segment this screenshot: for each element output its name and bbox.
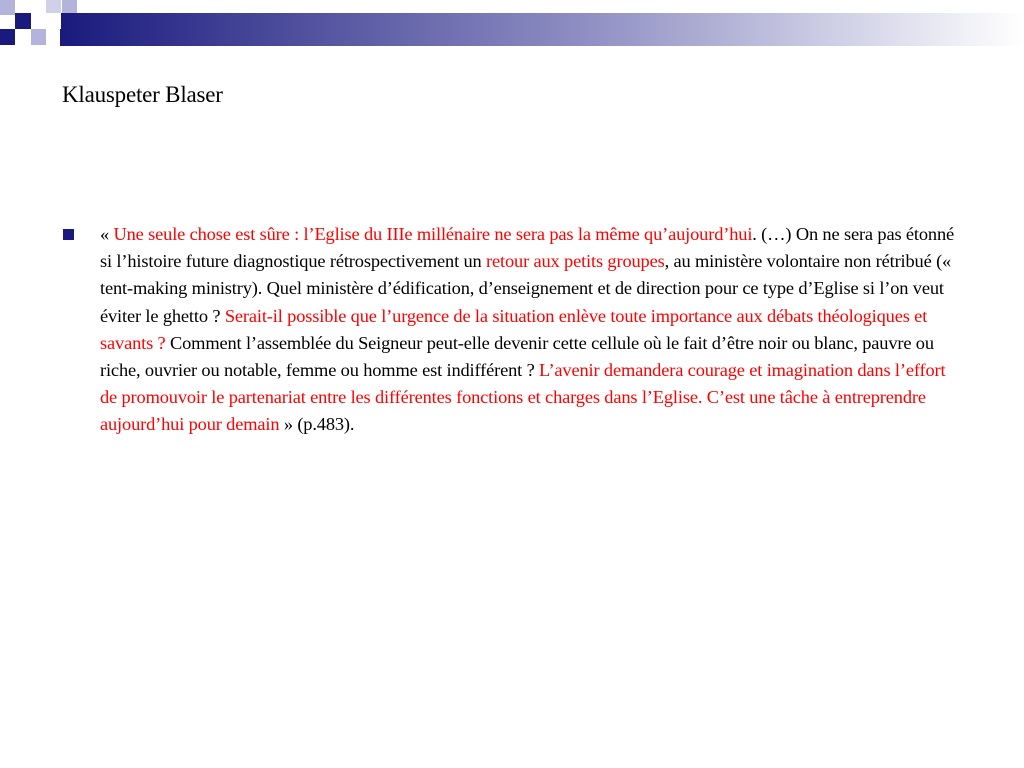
deco-square (15, 13, 31, 29)
square-bullet-icon (63, 229, 74, 240)
quote-text (100, 221, 962, 439)
quote-highlight-1: Une seule chose est sûre : l’Eglise du IIIe millénaire ne sera pas la même qu’aujourd’hui (113, 224, 753, 244)
quote-text-1: . (…) On ne sera pas étonné si l’histoire future diagnostique rétrospectivement un (100, 224, 955, 272)
slide-title: Klauspeter Blaser (62, 82, 223, 107)
quote-close: » (p.483). (279, 414, 355, 435)
quote-text-3: Comment l’assemblée du Seigneur peut-elle devenir cette cellule où le fait d’être noir ou blanc, pauvre ou riche, ouvrier ou notable, femme ou homme est indifférent ? (100, 332, 934, 381)
deco-square (31, 29, 46, 45)
quote-highlight-2: retour aux petits groupes (486, 251, 665, 272)
header-gradient-bar (60, 13, 1024, 46)
header-decoration (0, 0, 1024, 50)
quote-open: « (100, 224, 114, 244)
deco-square (46, 0, 61, 13)
deco-square (0, 29, 15, 45)
deco-square (46, 13, 61, 29)
quote-highlight-4: L’avenir demandera courage et imagination dans l’effort de promouvoir le partenariat entre les différentes fonctions et charges dans l’Eglise. C’est une tâche à entreprendre aujourd’hui pour demain (100, 360, 946, 435)
bullet-item (62, 221, 962, 439)
quote-text-2: , au ministère volontaire non rétribué (« tent-making ministry). Quel ministère d’édification, d’enseignement et de direction pour ce type d’Eglise si l’on veut éviter le ghetto ? (100, 251, 952, 326)
deco-square (0, 0, 15, 15)
bullet-list (62, 221, 962, 439)
deco-square (62, 0, 77, 13)
quote-highlight-3: Serait-il possible que l’urgence de la situation enlève toute importance aux débats théologiques et savants ? (100, 305, 928, 353)
